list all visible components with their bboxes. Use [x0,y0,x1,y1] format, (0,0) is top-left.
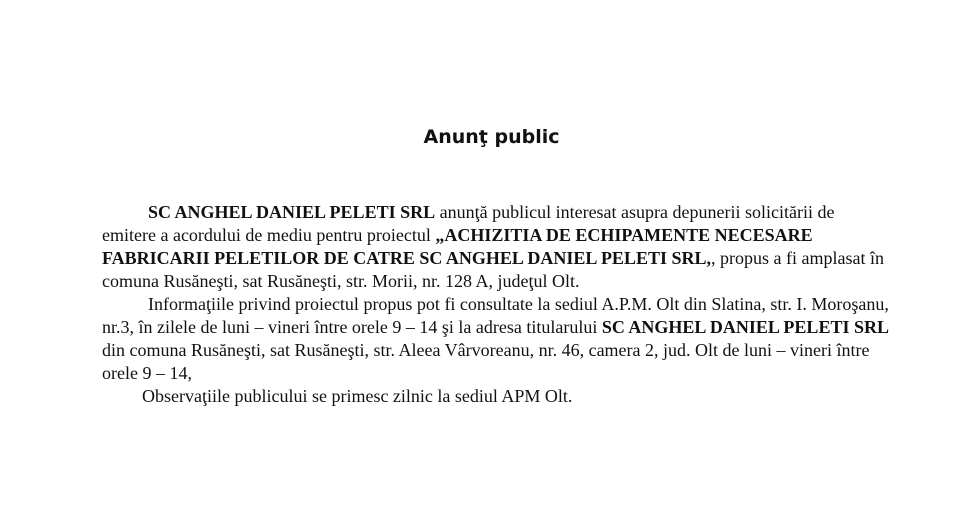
holder-address-text: din comuna Rusăneşti, sat Rusăneşti, str. Aleea Vârvoreanu, nr. 46, camera 2, jud. Olt de luni – vineri între orele 9 – 14, [102,340,870,383]
project-title: „ACHIZITIA DE ECHIPAMENTE NECESARE FABRICARII PELETILOR DE CATRE SC ANGHEL DANIEL PELETI SRL, [102,225,813,268]
company-name: SC ANGHEL DANIEL PELETI SRL [148,202,436,222]
paragraph-request [102,201,892,293]
consultation-text: Informaţiile privind proiectul propus pot fi consultate la sediul A.P.M. Olt din Slatina, str. I. Moroşanu, nr.3, în zilele de luni – vineri între orele 9 – 14 şi la adresa titularului [102,294,889,337]
request-text: anunţă publicul interesat asupra depunerii solicitării de emitere a acordului de mediu pentru proiectul [102,202,835,245]
paragraph-information [102,293,892,385]
location-text: , propus a fi amplasat în comuna Rusăneşti, sat Rusăneşti, str. Morii, nr. 128 A, judeţul Olt. [102,248,884,291]
announcement-title: Anunţ public [423,126,560,148]
announcement-body [102,201,892,408]
paragraph-observations: Observaţiile publicului se primesc zilnic la sediul APM Olt. [142,386,573,406]
company-name: SC ANGHEL DANIEL PELETI SRL [601,317,889,337]
